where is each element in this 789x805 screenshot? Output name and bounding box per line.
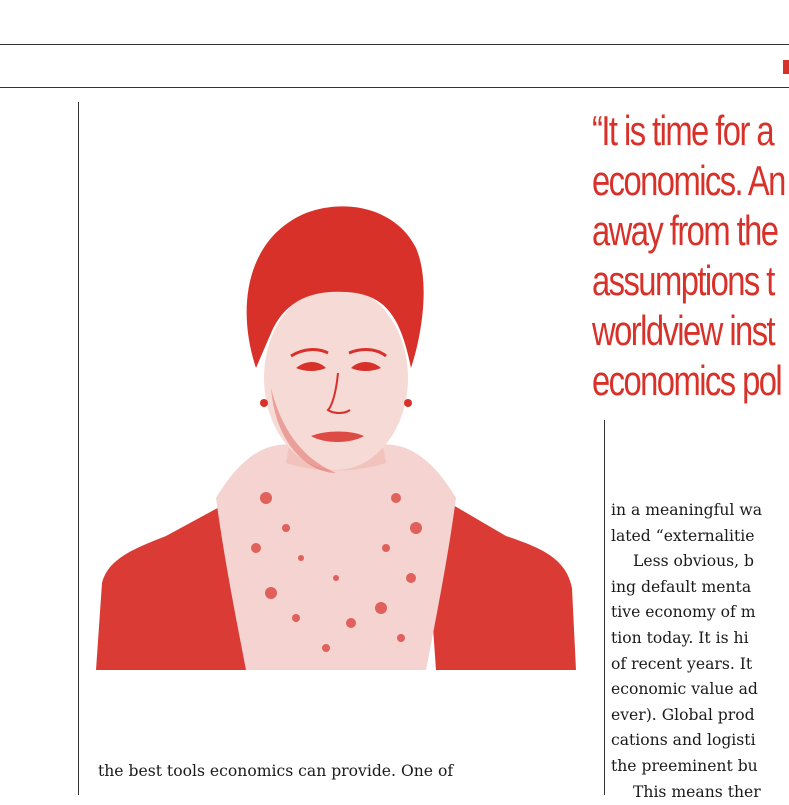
text-line: Less obvious, b <box>633 552 755 571</box>
text-line: the preeminent bu <box>611 756 758 775</box>
column-divider-left <box>78 102 79 795</box>
text-line: ing default menta <box>611 577 752 596</box>
left-column-text <box>98 760 453 782</box>
text-line: tion today. It is hi <box>611 628 749 647</box>
text-line: lated “externalitie <box>611 526 755 545</box>
pull-quote-line: economics. An <box>592 157 785 204</box>
text-line: cations and logisti <box>611 731 756 750</box>
pull-quote-line: away from the <box>592 207 778 254</box>
text-line: of recent years. It <box>611 654 753 673</box>
pull-quote <box>592 106 789 406</box>
portrait-illustration <box>96 198 576 683</box>
column-divider-right <box>604 420 605 795</box>
header-rule-top <box>0 44 789 45</box>
right-column-text <box>611 498 762 805</box>
text-line: tive economy of m <box>611 603 756 622</box>
text-line: This means ther <box>633 782 761 801</box>
section-marker <box>783 60 789 74</box>
pull-quote-line: assumptions t <box>592 257 774 304</box>
text-line: in a meaningful wa <box>611 501 763 519</box>
header-rule-bottom <box>0 87 789 88</box>
text-line: ever). Global prod <box>611 705 755 724</box>
text-line: economic value ad <box>611 680 758 699</box>
text-line: the best tools economics can provide. One of <box>98 762 454 780</box>
pull-quote-line: worldview inst <box>592 307 775 354</box>
pull-quote-line: “It is time for a <box>592 107 774 154</box>
pull-quote-line: economics pol <box>592 357 782 404</box>
